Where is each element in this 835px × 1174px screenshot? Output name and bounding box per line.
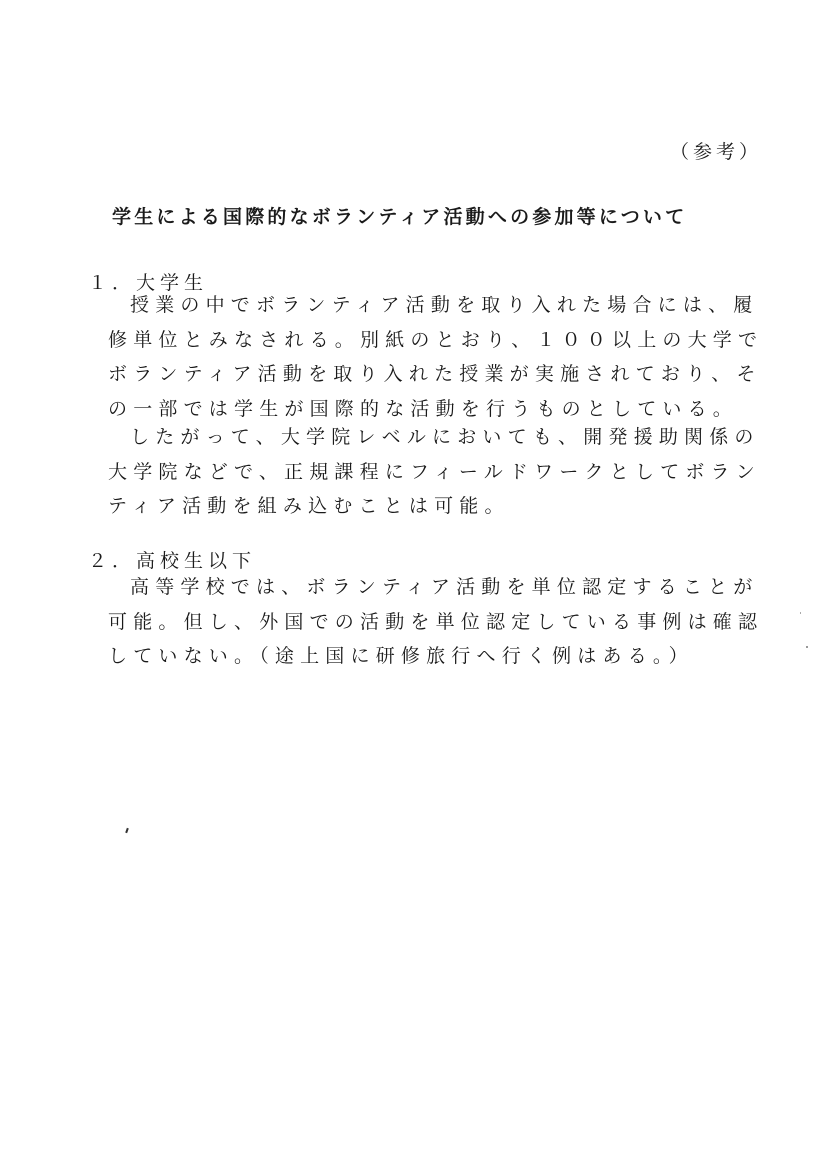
scan-speck [800, 612, 801, 614]
document-title: 学生による国際的なボランティア活動への参加等について [112, 206, 688, 228]
section2-paragraph1: 高等学校では、ボランティア活動を単位認定することが可能。但し、外国での活動を単位認定している事例は確認していない。（途上国に研修旅行へ行く例はある。） [108, 576, 764, 667]
scan-speck [806, 646, 808, 648]
section1-paragraph1: 授業の中でボランティア活動を取り入れた場合には、履修単位とみなされる。別紙のとおり、１００以上の大学でボランティア活動を取り入れた授業が実施されており、その一部では学生が国際的な活動を行うものとしている。 [108, 294, 764, 420]
section-heading-university: １．大学生 [88, 272, 209, 294]
section-heading-highschool: ２．高校生以下 [88, 550, 257, 572]
reference-label: （参考） [670, 141, 763, 163]
section1-paragraph2: したがって、大学院レベルにおいても、開発援助関係の大学院などで、正規課程にフィールドワークとしてボランティア活動を組み込むことは可能。 [108, 426, 761, 517]
scan-speck [125, 828, 129, 833]
